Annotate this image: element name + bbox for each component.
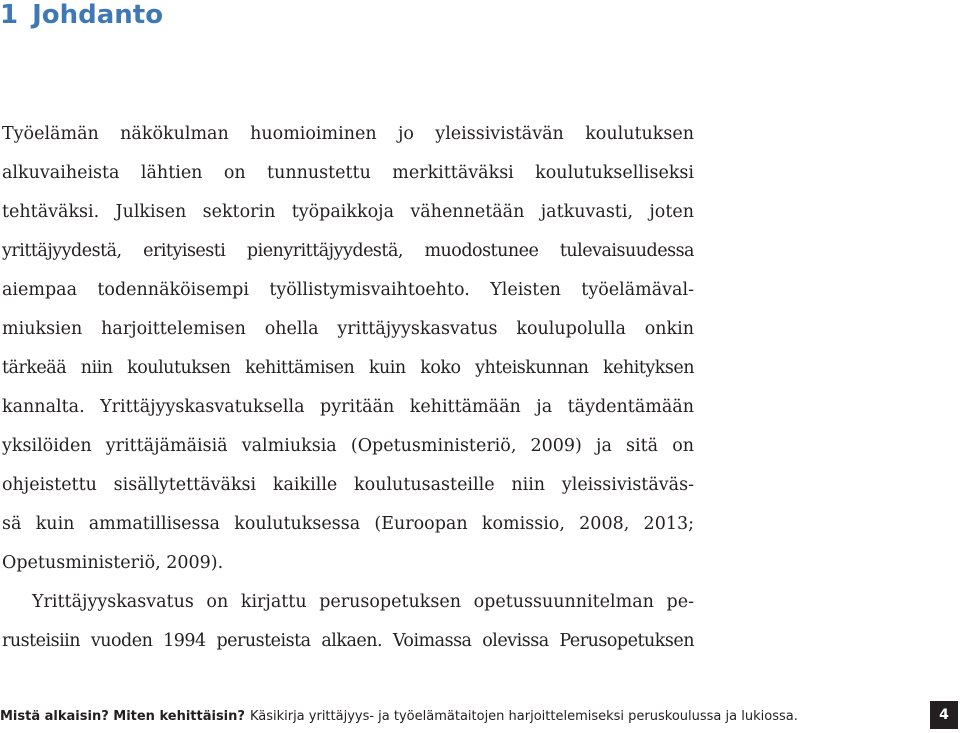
chapter-heading [0, 0, 163, 30]
text-line: tehtäväksi. Julkisen sektorin työpaikkoja vähennetään jatkuvasti, joten [2, 202, 694, 222]
text-line: rusteisiin vuoden 1994 perusteista alkaen. Voimassa olevissa Perusopetuksen [2, 631, 694, 651]
text-line: yrittäjyydestä, erityisesti pienyrittäjyydestä, muodostunee tulevaisuudessa [2, 241, 694, 261]
text-line: alkuvaiheista lähtien on tunnustettu merkittäväksi koulutukselliseksi [2, 163, 694, 183]
page-footer [0, 701, 960, 731]
page-number-badge: 4 [930, 701, 958, 729]
body-text [2, 115, 694, 661]
chapter-number: 1 [0, 0, 19, 30]
chapter-title: Johdanto [32, 0, 164, 30]
text-line: Yrittäjyyskasvatus on kirjattu perusopetuksen opetussuunnitelman pe- [32, 592, 694, 612]
footer-book-title: Mistä alkaisin? Miten kehittäisin? [0, 708, 245, 724]
text-line: tärkeää niin koulutuksen kehittämisen kuin koko yhteiskunnan kehityksen [2, 358, 694, 378]
text-line: ohjeistettu sisällytettäväksi kaikille koulutusasteille niin yleissivistäväs- [2, 475, 694, 495]
text-line: Työelämän näkökulman huomioiminen jo yleissivistävän koulutuksen [2, 124, 694, 144]
text-line: aiempaa todennäköisempi työllistymisvaihtoehto. Yleisten työelämäval- [2, 280, 694, 300]
text-line: yksilöiden yrittäjämäisiä valmiuksia (Opetusministeriö, 2009) ja sitä on [2, 436, 694, 456]
footer-subtitle: Käsikirja yrittäjyys- ja työelämätaitojen harjoittelemiseksi peruskoulussa ja lukiossa. [249, 708, 798, 724]
text-line: sä kuin ammatillisessa koulutuksessa (Euroopan komissio, 2008, 2013; [2, 514, 694, 534]
text-line: miuksien harjoittelemisen ohella yrittäjyyskasvatus koulupolulla onkin [2, 319, 694, 339]
text-line: kannalta. Yrittäjyyskasvatuksella pyritään kehittämään ja täydentämään [2, 397, 694, 417]
text-line: Opetusministeriö, 2009). [2, 553, 224, 573]
